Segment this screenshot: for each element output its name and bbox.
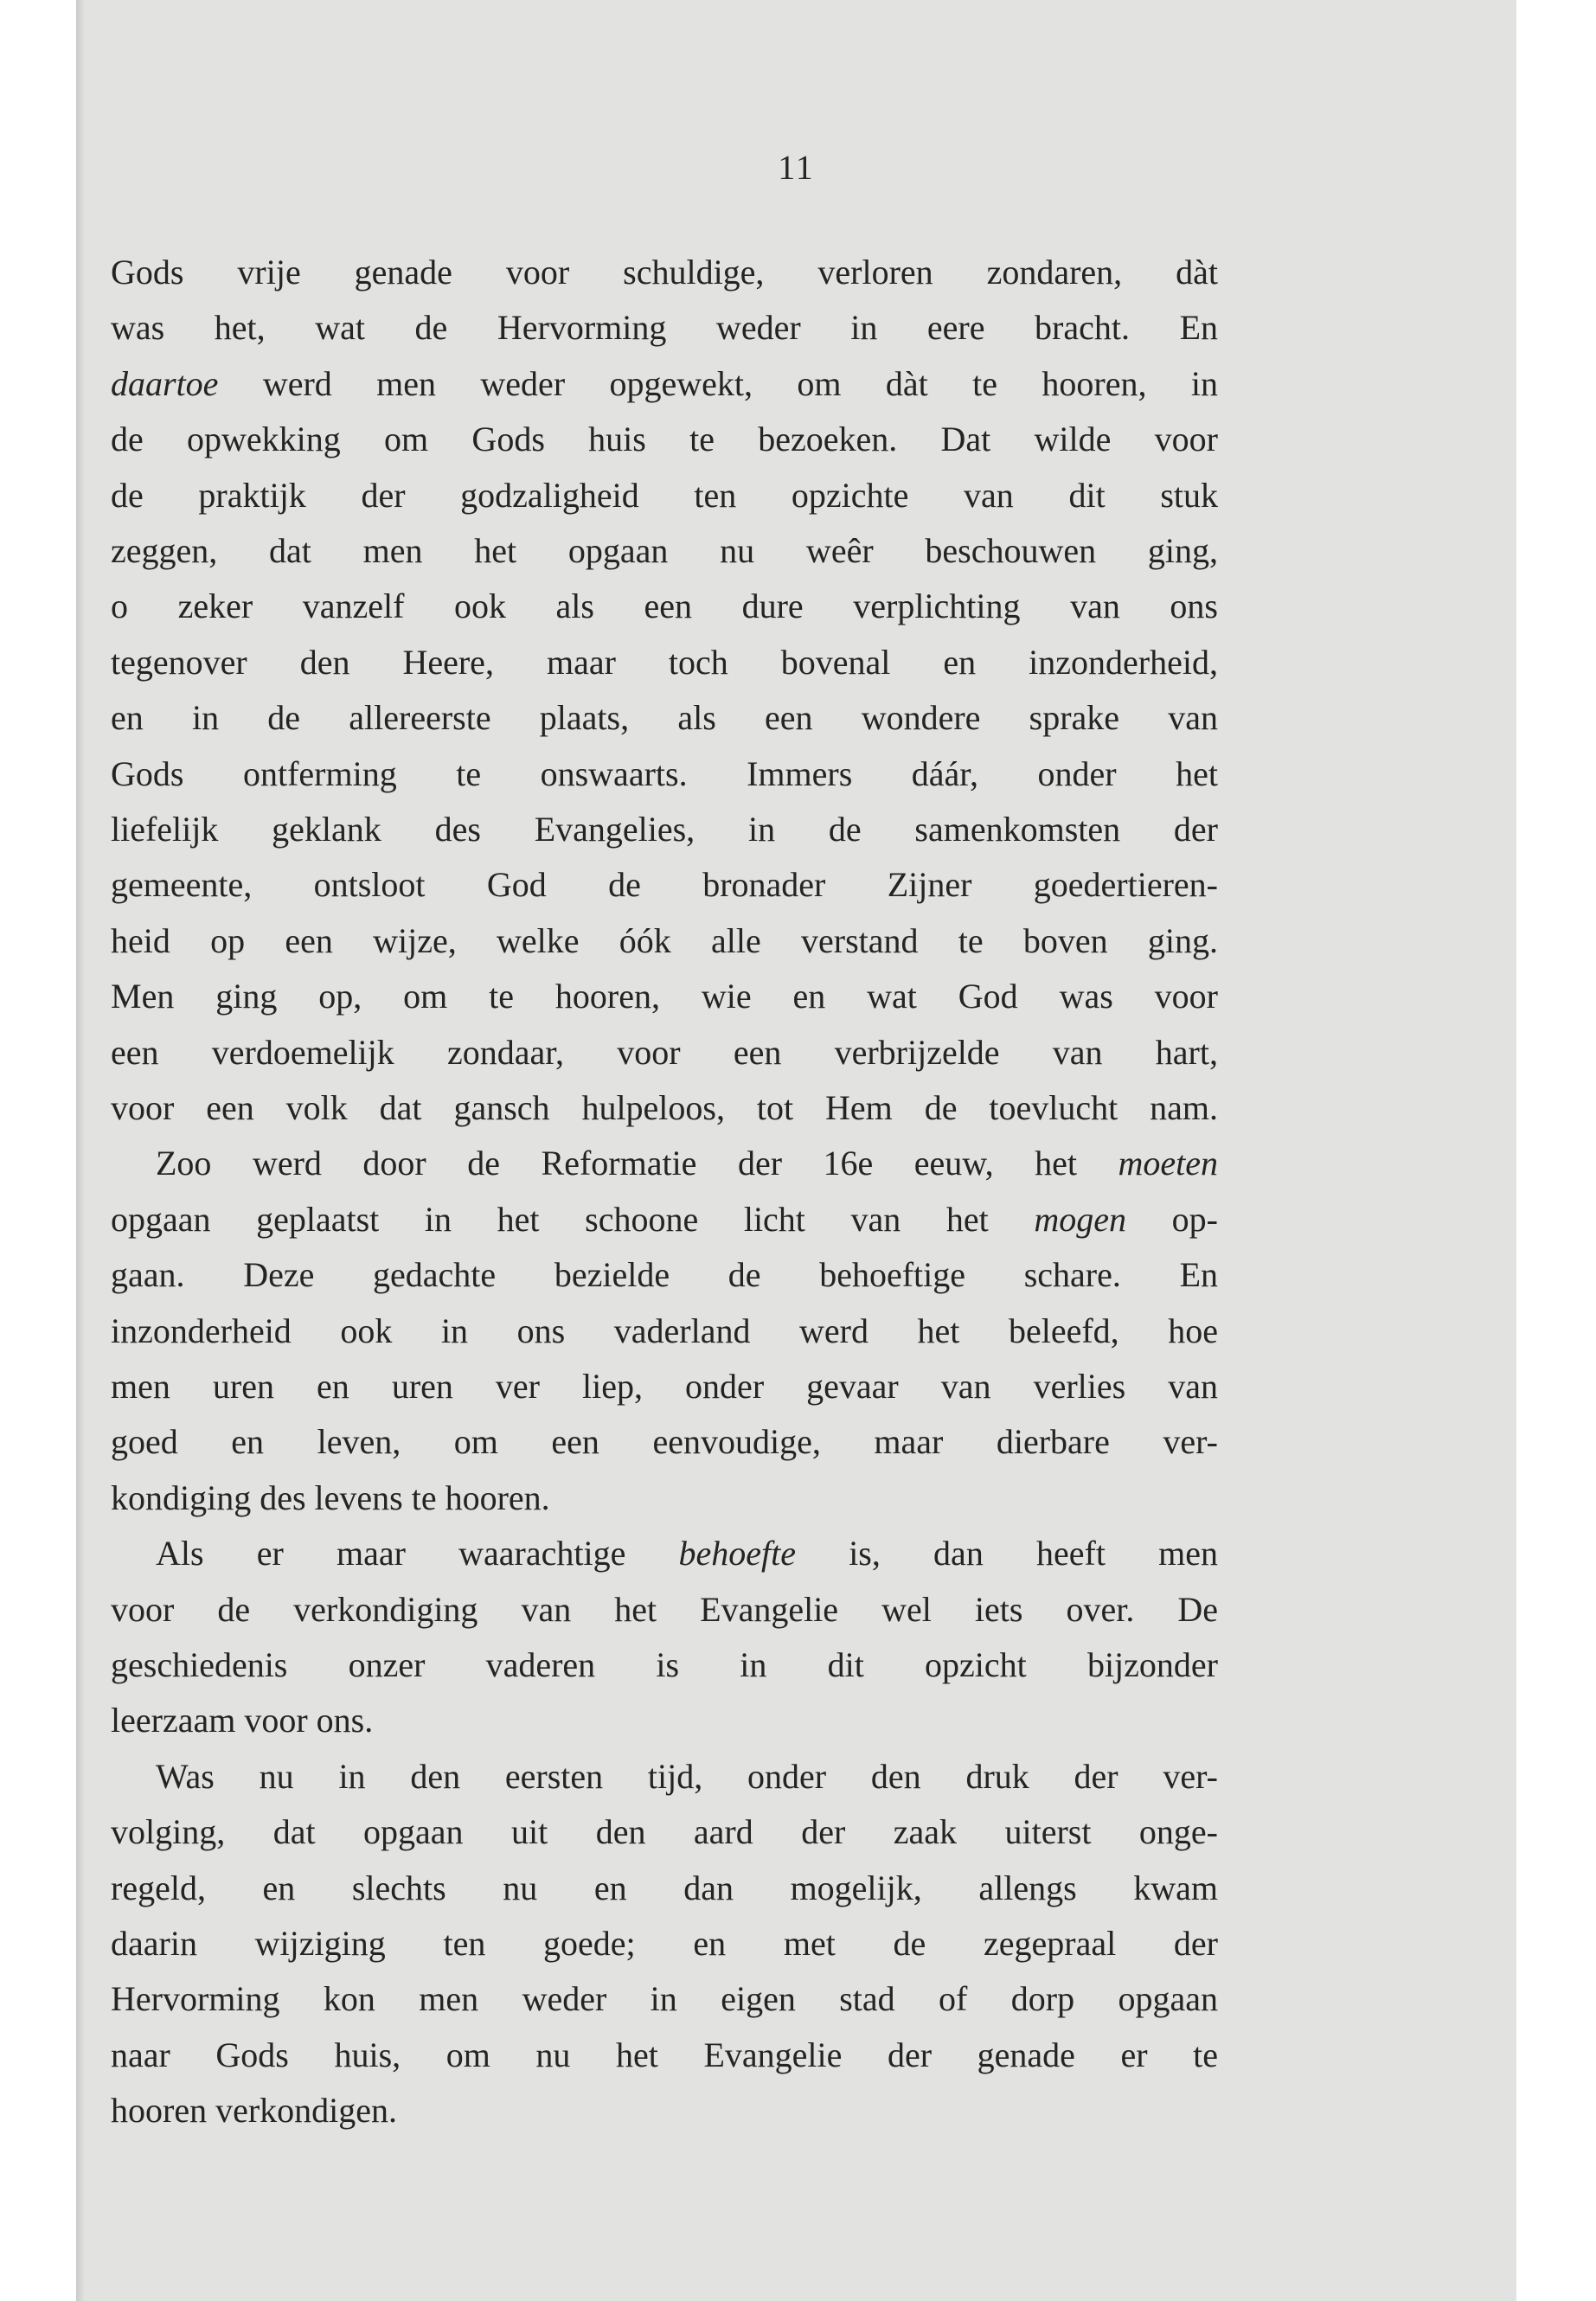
text-run: een verdoemelijk zondaar, voor een verbrijzelde van hart, [111,1032,1218,1072]
scan-left-margin [0,0,76,2301]
text-run: is, dan heeft men [796,1534,1218,1574]
text-line [111,585,1218,628]
text-run: Gods vrije genade voor schuldige, verloren zondaren, dàt [111,253,1218,292]
text-run: naar Gods huis, om nu het Evangelie der genade er te [111,2035,1218,2074]
text-line [111,1977,1218,2021]
text-line [111,1755,1218,1798]
text-run: gaan. Deze gedachte bezielde de behoeftige schare. En [111,1255,1218,1295]
text-line [111,1588,1218,1631]
text-run: Zoo werd door de Reformatie der 16e eeuw, het [156,1144,1118,1183]
text-line [111,863,1218,907]
italic-word: mogen [1034,1199,1127,1239]
text-run: kondiging des levens te hooren. [111,1477,550,1517]
text-line [111,1142,1218,1185]
text-run: Was nu in den eersten tijd, onder den druk der ver- [156,1756,1218,1796]
text-line [111,1253,1218,1297]
text-line [111,975,1218,1018]
text-line [111,251,1218,294]
text-run: inzonderheid ook in ons vaderland werd het beleefd, hoe [111,1311,1218,1350]
text-line [111,1644,1218,1687]
text-line [111,418,1218,461]
text-run: Men ging op, om te hooren, wie en wat God was voor [111,977,1218,1016]
scan-right-margin [1516,0,1596,2301]
italic-word: moeten [1118,1144,1218,1183]
text-run: op- [1126,1199,1218,1239]
text-line [111,1198,1218,1241]
text-run: goed en leven, om een eenvoudige, maar dierbare ver- [111,1422,1218,1462]
text-line [111,1365,1218,1408]
page-edge-shadow [76,0,85,2301]
text-line [111,529,1218,573]
book-page [76,0,1516,2301]
text-line [111,641,1218,684]
text-run: en in de allereerste plaats, als een wondere sprake van [111,698,1218,738]
text-run: de praktijk der godzaligheid ten opzichte van dit stuk [111,475,1218,515]
text-line [111,808,1218,851]
text-line [111,1420,1218,1464]
text-line [111,753,1218,796]
text-run: hooren verkondigen. [111,2091,398,2131]
page-number: 11 [778,148,815,187]
text-run: leerzaam voor ons. [111,1701,374,1740]
text-run: voor de verkondiging van het Evangelie wel iets over. De [111,1589,1218,1629]
text-run: Gods ontferming te onswaarts. Immers dáár, onder het [111,753,1218,793]
text-run: Als er maar waarachtige [156,1534,679,1574]
text-run: zeggen, dat men het opgaan nu weêr beschouwen ging, [111,531,1218,570]
italic-word: behoefte [678,1534,797,1574]
text-line [111,1699,1218,1742]
text-run: gemeente, ontsloot God de bronader Zijner goedertieren- [111,865,1218,905]
text-line [111,2089,1218,2132]
text-line [111,2034,1218,2077]
text-line [111,1922,1218,1965]
text-run: o zeker vanzelf ook als een dure verplichting van ons [111,586,1218,626]
text-run: werd men weder opgewekt, om dàt te hooren, in [218,363,1218,403]
text-run: liefelijk geklank des Evangelies, in de samenkomsten der [111,810,1218,849]
text-run: regeld, en slechts nu en dan mogelijk, allengs kwam [111,1868,1218,1907]
text-run: opgaan geplaatst in het schoone licht van het [111,1199,1035,1239]
text-line [111,1867,1218,1910]
text-line [111,1811,1218,1854]
text-line [111,920,1218,963]
text-run: heid op een wijze, welke óók alle verstand te boven ging. [111,920,1218,960]
text-line [111,474,1218,517]
text-run: tegenover den Heere, maar toch bovenal en inzonderheid, [111,642,1218,682]
text-line [111,306,1218,349]
text-run: was het, wat de Hervorming weder in eere bracht. En [111,308,1218,348]
text-run: voor een volk dat gansch hulpeloos, tot Hem de toevlucht nam. [111,1088,1218,1127]
text-line [111,1310,1218,1353]
text-line [111,1031,1218,1074]
text-line [111,696,1218,740]
text-run: daarin wijziging ten goede; en met de zegepraal der [111,1924,1218,1963]
text-run: volging, dat opgaan uit den aard der zaak uiterst onge- [111,1812,1218,1852]
text-line [111,1477,1218,1520]
text-line [111,362,1218,406]
text-run: de opwekking om Gods huis te bezoeken. Dat wilde voor [111,420,1218,459]
text-run: Hervorming kon men weder in eigen stad of dorp opgaan [111,1979,1218,2019]
text-run: geschiedenis onzer vaderen is in dit opzicht bijzonder [111,1645,1218,1684]
text-run: men uren en uren ver liep, onder gevaar van verlies van [111,1367,1218,1406]
text-line [111,1532,1218,1575]
italic-word: daartoe [111,363,219,403]
text-line [111,1086,1218,1130]
